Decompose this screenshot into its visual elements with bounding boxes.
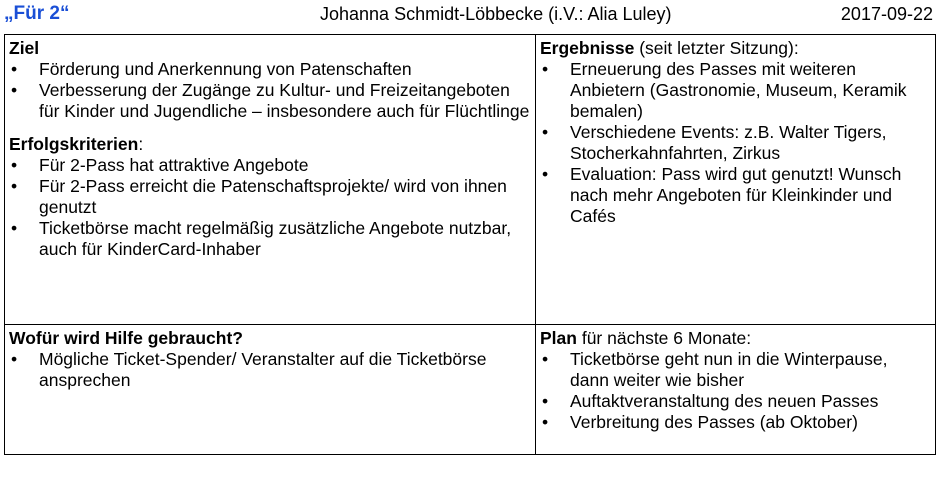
list-item: • Förderung und Anerkennung von Patenschaften [9, 59, 531, 80]
list-item: • Ticketbörse geht nun in die Winterpause, dann weiter wie bisher [540, 349, 931, 391]
cell-hilfe [5, 325, 536, 455]
list-item: • Evaluation: Pass wird gut genutzt! Wunsch nach mehr Angeboten für Kleinkinder und Cafés [540, 164, 931, 227]
plan-list [540, 349, 931, 433]
plan-heading: Plan für nächste 6 Monate: [540, 328, 752, 348]
list-item: • Verschiedene Events: z.B. Walter Tigers, Stocherkahnfahrten, Zirkus [540, 122, 931, 164]
document-header [0, 0, 945, 32]
list-item: • Verbreitung des Passes (ab Oktober) [540, 412, 931, 433]
hilfe-heading: Wofür wird Hilfe gebraucht? [9, 328, 243, 348]
responsible-person: Johanna Schmidt-Löbbecke (i.V.: Alia Luley) [320, 4, 672, 24]
ergebnisse-list [540, 59, 931, 227]
hilfe-list [9, 349, 531, 391]
ziel-heading: Ziel [9, 38, 40, 58]
ziel-list [9, 59, 531, 122]
project-title: „Für 2“ [4, 3, 70, 24]
ergebnisse-heading: Ergebnisse (seit letzter Sitzung): [540, 38, 799, 58]
list-item: • Mögliche Ticket-Spender/ Veranstalter auf die Ticketbörse ansprechen [9, 349, 531, 391]
cell-plan [536, 325, 936, 455]
list-item: • Für 2-Pass hat attraktive Angebote [9, 155, 531, 176]
cell-ergebnisse [536, 35, 936, 325]
document-date: 2017-09-22 [840, 4, 933, 24]
erfolgskriterien-list [9, 155, 531, 260]
status-table [4, 34, 936, 455]
list-item: • Auftaktveranstaltung des neuen Passes [540, 391, 931, 412]
list-item: • Verbesserung der Zugänge zu Kultur- und Freizeitangeboten für Kinder und Jugendliche – insbesondere auch für Flüchtlinge [9, 80, 531, 122]
cell-ziel [5, 35, 536, 325]
list-item: • Für 2-Pass erreicht die Patenschaftsprojekte/ wird von ihnen genutzt [9, 176, 531, 218]
erfolgskriterien-heading: Erfolgskriterien: [9, 134, 144, 154]
list-item: • Ticketbörse macht regelmäßig zusätzliche Angebote nutzbar, auch für KinderCard-Inhaber [9, 218, 531, 260]
list-item: • Erneuerung des Passes mit weiteren Anbietern (Gastronomie, Museum, Keramik bemalen) [540, 59, 931, 122]
